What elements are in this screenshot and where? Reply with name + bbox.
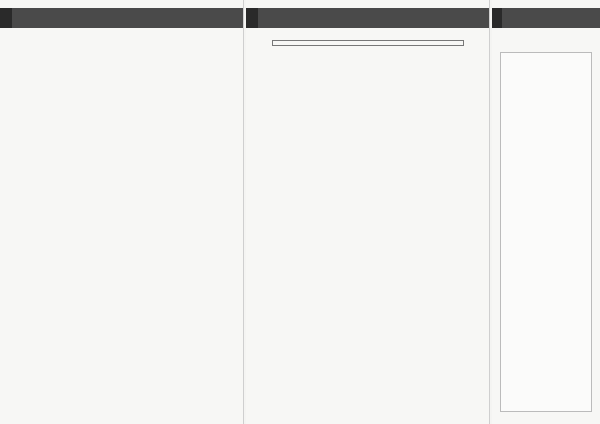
band-tag <box>246 8 258 28</box>
notes-box[interactable] <box>500 52 592 412</box>
band-tag <box>492 8 502 28</box>
sermon-panel <box>246 0 490 424</box>
lord-band <box>492 8 600 28</box>
sermon-title <box>272 40 464 46</box>
band-tag <box>0 8 12 28</box>
worship-order-panel <box>0 0 244 424</box>
notes-panel <box>492 0 600 424</box>
the-band <box>246 8 489 28</box>
praise-band <box>0 8 243 28</box>
